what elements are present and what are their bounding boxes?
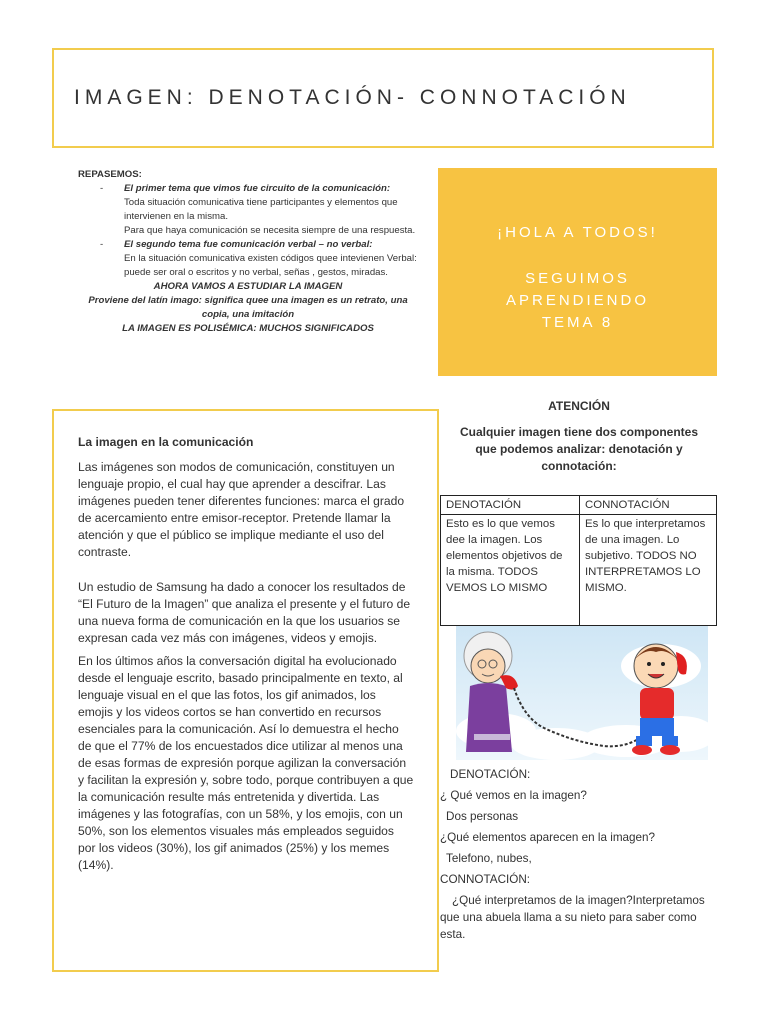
denotation-connotation-table: [440, 495, 717, 626]
attention-section: [448, 398, 710, 475]
review-heading: REPASEMOS:: [78, 169, 142, 180]
qa-answer-2: Telefono, nubes,: [446, 852, 532, 865]
page-title: IMAGEN: DENOTACIÓN- CONNOTACIÓN: [74, 86, 631, 109]
review-item-1-line-2: Para que haya comunicación se necesita siempre de una respuesta.: [124, 225, 416, 236]
article-paragraph-1: Las imágenes son modos de comunicación, constituyen un lenguaje propio, el cual hay que aprender a descifrar. Las imágenes pueden tener diferentes funciones: marca el grado de acercamiento entre emisor-receptor. Pretende llamar la atención y que el público se implique mediante el uso del contraste.: [78, 460, 405, 559]
article: [78, 434, 414, 880]
article-paragraph-2: Un estudio de Samsung ha dado a conocer los resultados de “El Futuro de la Imagen” que analiza el presente y el futuro de una nueva forma de comunicación en la que los usuarios se expresan cada vez más con imágenes, videos y emojis.: [78, 580, 411, 645]
table-cell-denotation: Esto es lo que vemos dee la imagen. Los elementos objetivos de la misma. TODOS VEMOS LO MISMO: [441, 515, 580, 626]
qa-answer-1: Dos personas: [446, 810, 519, 823]
table-header-connotation: CONNOTACIÓN: [580, 496, 717, 515]
review-latin: Proviene del latín imago: significa quee una imagen es un retrato, una copia, una imitación: [88, 295, 408, 320]
article-heading: La imagen en la comunicación: [78, 435, 254, 449]
banner-line-3: TEMA 8: [541, 314, 614, 331]
table-header-row: [441, 496, 717, 515]
table-cell-connotation: Es lo que interpretamos de una imagen. Lo subjetivo. TODOS NO INTERPRETAMOS LO MISMO.: [580, 515, 717, 626]
review-item-1: [124, 182, 418, 238]
table-header-denotation: DENOTACIÓN: [441, 496, 580, 515]
qa-question-2: ¿Qué elementos aparecen en la imagen?: [440, 831, 656, 844]
qa-denotation-label: DENOTACIÓN:: [450, 768, 531, 781]
review-now: AHORA VAMOS A ESTUDIAR LA IMAGEN: [153, 281, 343, 292]
review-list: [78, 182, 418, 280]
attention-title: ATENCIÓN: [548, 399, 610, 413]
review-item-2: [124, 238, 418, 280]
review-item-1-title: - El primer tema que vimos fue circuito de la comunicación:: [124, 183, 391, 194]
qa-question-1: ¿ Qué vemos en la imagen?: [440, 789, 587, 802]
banner-hello: ¡HOLA A TODOS!: [497, 224, 658, 241]
title-box: [52, 48, 714, 148]
banner-line-1: SEGUIMOS: [525, 270, 630, 287]
review-polysemic: LA IMAGEN ES POLISÉMICA: MUCHOS SIGNIFICADOS: [122, 323, 374, 334]
qa-question-3: ¿Qué interpretamos de la imagen?Interpretamos que una abuela llama a su nieto para saber como esta.: [440, 894, 705, 941]
attention-text: Cualquier imagen tiene dos componentes que podemos analizar: denotación y connotación:: [459, 425, 699, 473]
qa-connotation-label: CONNOTACIÓN:: [440, 873, 531, 886]
phone-call-illustration: [456, 626, 708, 760]
review-item-2-line-1: En la situación comunicativa existen códigos quee intevienen Verbal: puede ser oral o escritos y no verbal, señas , gestos, miradas.: [124, 253, 417, 278]
qa-section: [440, 766, 716, 947]
greeting-banner: [438, 168, 717, 376]
review-section: [78, 168, 418, 336]
review-item-1-line-1: Toda situación comunicativa tiene participantes y elementos que intervienen en la misma.: [124, 197, 398, 222]
article-paragraph-3: En los últimos años la conversación digital ha evolucionado desde el lenguaje escrito, basado principalmente en texto, al lenguaje visual en el que las fotos, los gif animados, los emojis y los videos cortos se han convertido en recursos esenciales para la comunicación. Así lo demuestra el hecho de que el 77% de los encuestados dice utilizar al menos una de esas formas de expresión porque agilizan la conversación y facilitan la expresión y, sobre todo, porque contribuyen a que la comunicación resulte más entretenida y divertida. Las imágenes y las fotografías, con un 58%, y los emojis, con un 50%, son los elementos visuales más empleados seguidos por los videos (30%), los gif animados (25%) y los memes (14%).: [78, 654, 414, 872]
table-row: [441, 515, 717, 626]
banner-line-2: APRENDIENDO: [505, 292, 650, 309]
review-item-2-title: - El segundo tema fue comunicación verbal – no verbal:: [124, 239, 373, 250]
